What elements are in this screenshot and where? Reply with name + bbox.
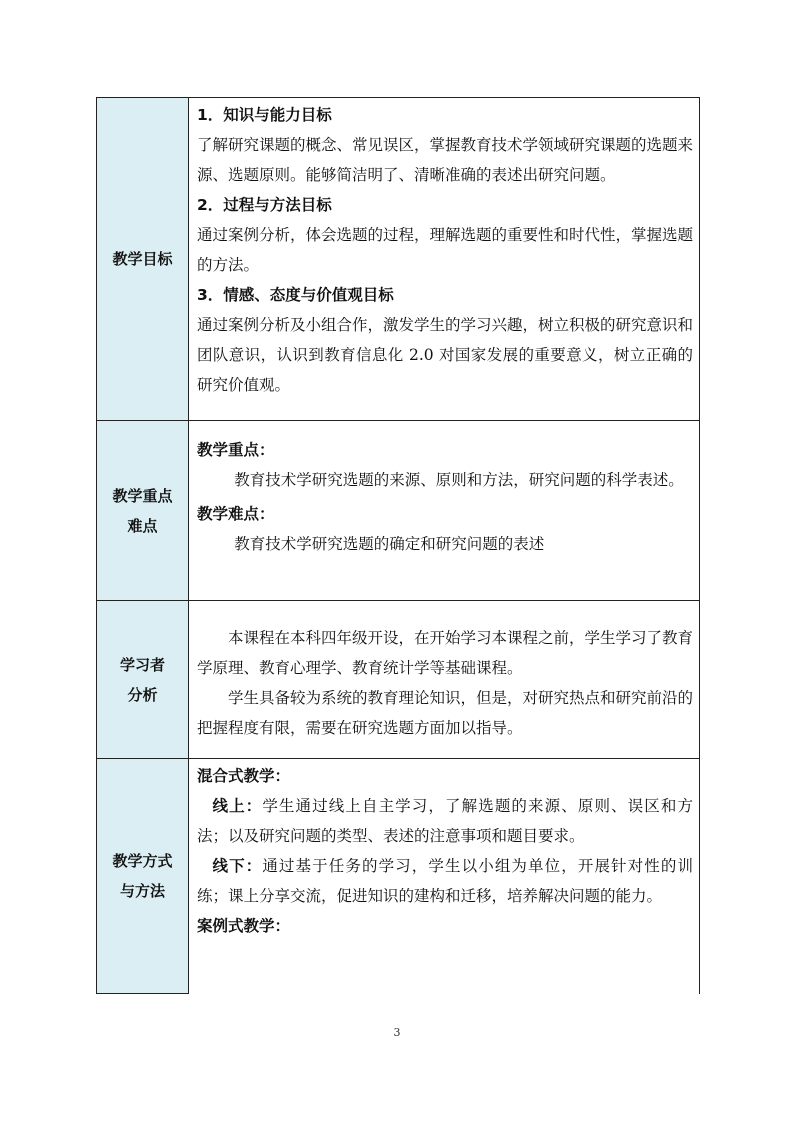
difficulties-text: 教育技术学研究选题的确定和研究问题的表述 <box>234 535 545 553</box>
objective-1-heading: 1．知识与能力目标 <box>197 106 332 124</box>
online-paragraph <box>197 791 693 851</box>
key-points-row <box>97 421 700 601</box>
objective-3-text: 通过案例分析及小组合作，激发学生的学习兴趣，树立积极的研究意识和团队意识，认识到教育信息化 2.0 对国家发展的重要意义，树立正确的研究价值观。 <box>197 316 694 394</box>
key-points-text: 教育技术学研究选题的来源、原则和方法，研究问题的科学表述。 <box>234 471 684 489</box>
offline-label: 线下： <box>212 857 263 875</box>
teaching-methods-row <box>97 759 700 994</box>
learner-analysis-para-2: 学生具备较为系统的教育理论知识，但是，对研究热点和研究前沿的把握程度有限，需要在研究选题方面加以指导。 <box>197 689 694 737</box>
online-label: 线上： <box>212 797 263 815</box>
learner-analysis-content <box>189 601 700 759</box>
teaching-methods-content <box>189 759 700 994</box>
online-text: 学生通过线上自主学习，了解选题的来源、原则、误区和方法；以及研究问题的类型、表述的注意事项和题目要求。 <box>197 797 693 845</box>
learner-analysis-row <box>97 601 700 759</box>
key-points-content <box>189 421 700 601</box>
learner-analysis-label: 学习者 分析 <box>97 601 189 759</box>
case-heading: 案例式教学： <box>197 917 291 935</box>
offline-text: 通过基于任务的学习，学生以小组为单位，开展针对性的训练；课上分享交流，促进知识的建构和迁移，培养解决问题的能力。 <box>197 857 693 905</box>
objectives-row <box>97 98 700 421</box>
objective-3-heading: 3．情感、态度与价值观目标 <box>197 286 394 304</box>
key-points-heading: 教学重点： <box>197 441 275 459</box>
objective-1-text: 了解研究课题的概念、常见误区，掌握教育技术学领域研究课题的选题来源、选题原则。能够简洁明了、清晰准确的表述出研究问题。 <box>197 136 694 184</box>
page-number: 3 <box>393 1026 401 1039</box>
lesson-plan-table <box>96 97 700 994</box>
objectives-label: 教学目标 <box>97 98 189 421</box>
objective-2-heading: 2．过程与方法目标 <box>197 196 332 214</box>
learner-analysis-para-1: 本课程在本科四年级开设，在开始学习本课程之前，学生学习了教育学原理、教育心理学、教育统计学等基础课程。 <box>197 629 694 677</box>
offline-paragraph <box>197 851 693 911</box>
objectives-content <box>189 98 700 421</box>
teaching-methods-label: 教学方式 与方法 <box>97 759 189 994</box>
blended-heading: 混合式教学： <box>197 767 291 785</box>
difficulties-heading: 教学难点： <box>197 505 275 523</box>
key-points-label: 教学重点 难点 <box>97 421 189 601</box>
objective-2-text: 通过案例分析，体会选题的过程，理解选题的重要性和时代性，掌握选题的方法。 <box>197 226 694 274</box>
